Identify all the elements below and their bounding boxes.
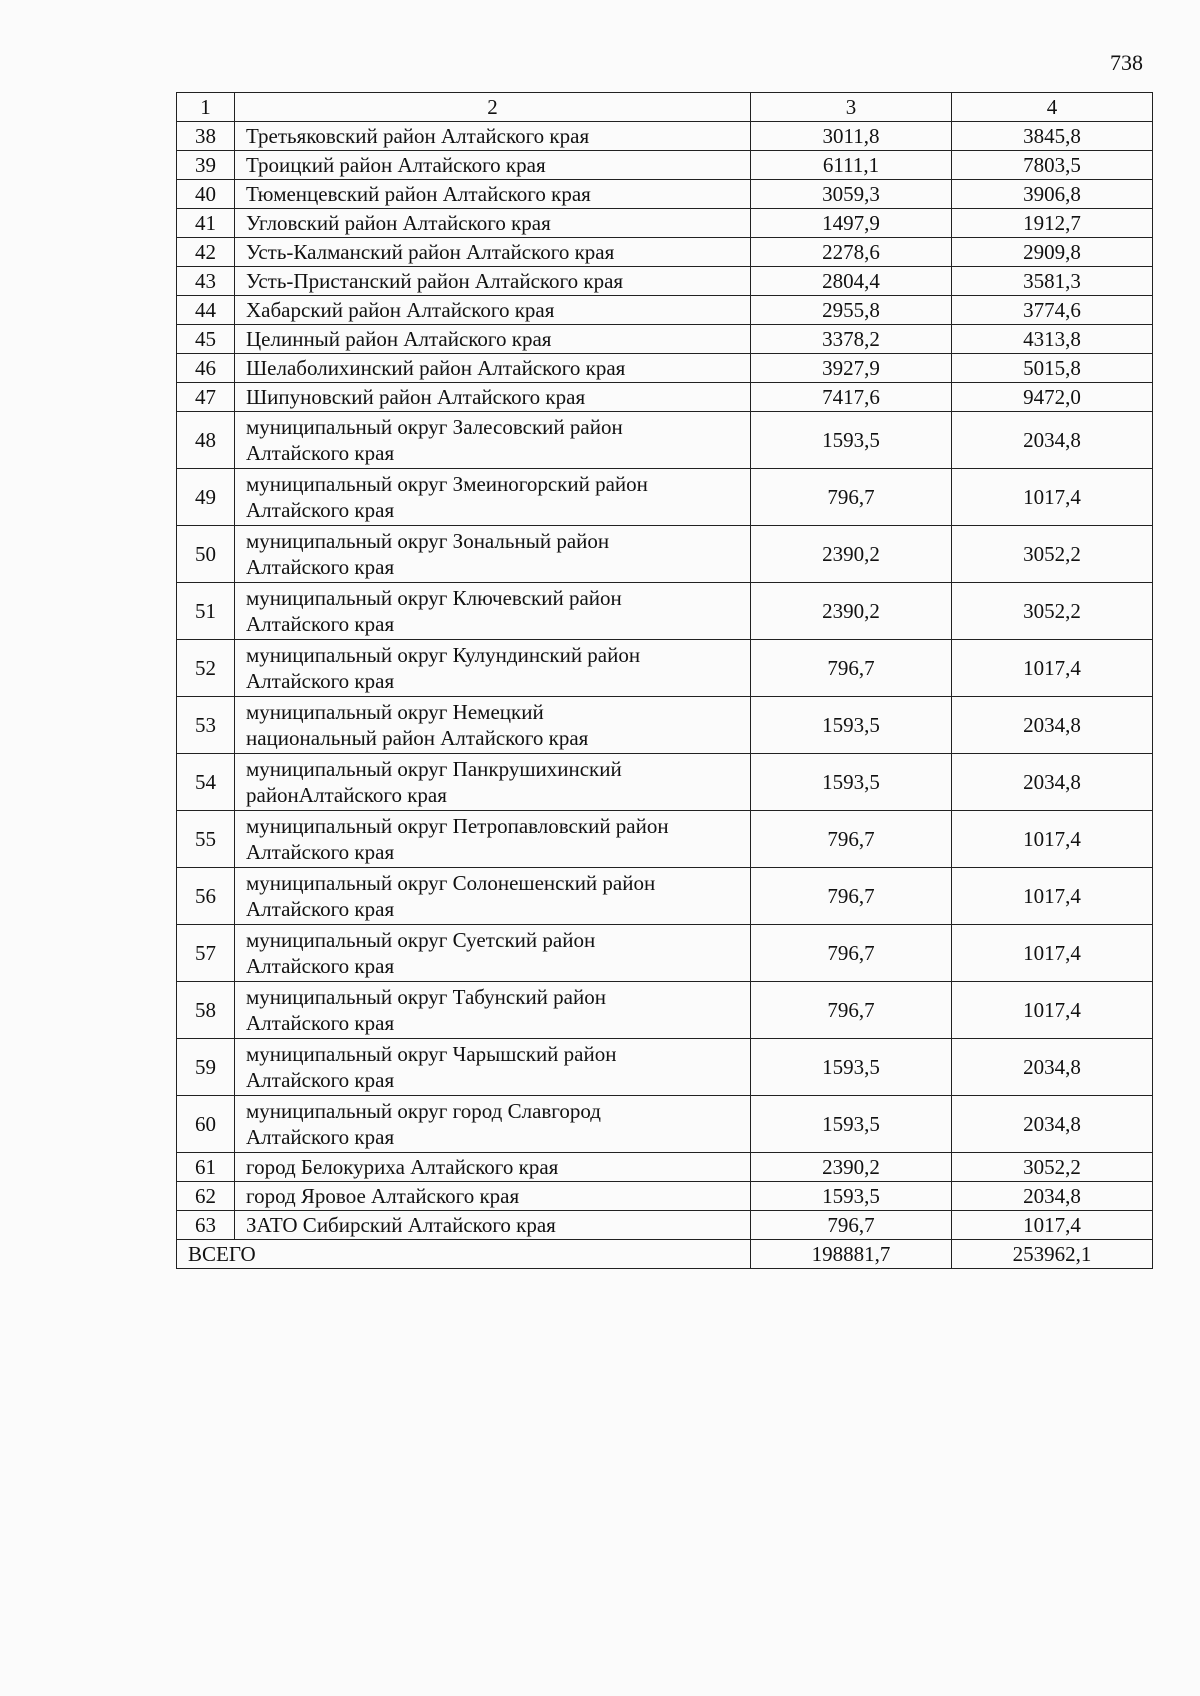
district-name: Хабарский район Алтайского края — [235, 296, 751, 325]
value-column-4: 1017,4 — [952, 925, 1153, 982]
table-header-row — [177, 93, 1153, 122]
district-name-line-2: Алтайского края — [246, 612, 395, 636]
district-name-line-2: Алтайского края — [246, 1068, 395, 1092]
district-name-line-1: муниципальный округ Ключевский район — [246, 586, 622, 610]
table-row — [177, 526, 1153, 583]
value-column-3: 7417,6 — [751, 383, 952, 412]
value-column-3: 2955,8 — [751, 296, 952, 325]
column-header-3: 3 — [751, 93, 952, 122]
district-name — [235, 754, 751, 811]
value-column-4: 1017,4 — [952, 1211, 1153, 1240]
value-column-3: 796,7 — [751, 640, 952, 697]
table-row — [177, 180, 1153, 209]
table-row — [177, 1182, 1153, 1211]
value-column-3: 2390,2 — [751, 583, 952, 640]
district-name: Троицкий район Алтайского края — [235, 151, 751, 180]
district-name-line-2: Алтайского края — [246, 897, 395, 921]
row-number: 59 — [177, 1039, 235, 1096]
row-number: 41 — [177, 209, 235, 238]
district-name-line-1: муниципальный округ Зональный район — [246, 529, 610, 553]
column-header-2: 2 — [235, 93, 751, 122]
row-number: 55 — [177, 811, 235, 868]
district-name-line-2: Алтайского края — [246, 954, 395, 978]
table-row — [177, 296, 1153, 325]
district-name — [235, 1096, 751, 1153]
value-column-3: 1593,5 — [751, 754, 952, 811]
total-label: ВСЕГО — [177, 1240, 751, 1269]
value-column-4: 2034,8 — [952, 697, 1153, 754]
value-column-4: 3774,6 — [952, 296, 1153, 325]
row-number: 54 — [177, 754, 235, 811]
district-name-line-1: муниципальный округ Залесовский район — [246, 415, 623, 439]
district-name-line-1: муниципальный округ Петропавловский район — [246, 814, 669, 838]
appropriations-table — [176, 92, 1153, 1269]
district-name-line-2: Алтайского края — [246, 1125, 395, 1149]
row-number: 50 — [177, 526, 235, 583]
value-column-3: 2278,6 — [751, 238, 952, 267]
value-column-3: 796,7 — [751, 469, 952, 526]
value-column-3: 1593,5 — [751, 1039, 952, 1096]
row-number: 38 — [177, 122, 235, 151]
value-column-3: 3011,8 — [751, 122, 952, 151]
table-row — [177, 469, 1153, 526]
district-name-line-1: муниципальный округ Суетский район — [246, 928, 596, 952]
value-column-4: 1017,4 — [952, 811, 1153, 868]
table-row — [177, 354, 1153, 383]
table-row — [177, 412, 1153, 469]
table-row — [177, 697, 1153, 754]
table-row — [177, 209, 1153, 238]
row-number: 58 — [177, 982, 235, 1039]
row-number: 44 — [177, 296, 235, 325]
table-row — [177, 267, 1153, 296]
value-column-4: 3906,8 — [952, 180, 1153, 209]
value-column-4: 2034,8 — [952, 1039, 1153, 1096]
row-number: 49 — [177, 469, 235, 526]
value-column-3: 796,7 — [751, 925, 952, 982]
table-row — [177, 1039, 1153, 1096]
value-column-4: 1017,4 — [952, 868, 1153, 925]
value-column-3: 2390,2 — [751, 526, 952, 583]
table-row — [177, 982, 1153, 1039]
value-column-3: 3927,9 — [751, 354, 952, 383]
total-value-column-3: 198881,7 — [751, 1240, 952, 1269]
district-name-line-1: муниципальный округ Панкрушихинский — [246, 757, 622, 781]
table-row — [177, 383, 1153, 412]
row-number: 51 — [177, 583, 235, 640]
value-column-4: 2034,8 — [952, 1182, 1153, 1211]
value-column-3: 796,7 — [751, 982, 952, 1039]
district-name-line-1: муниципальный округ Немецкий — [246, 700, 544, 724]
district-name-line-1: муниципальный округ город Славгород — [246, 1099, 601, 1123]
row-number: 45 — [177, 325, 235, 354]
district-name-line-2: Алтайского края — [246, 555, 395, 579]
district-name — [235, 697, 751, 754]
district-name: Шипуновский район Алтайского края — [235, 383, 751, 412]
district-name: Тюменцевский район Алтайского края — [235, 180, 751, 209]
value-column-4: 1912,7 — [952, 209, 1153, 238]
district-name-line-1: муниципальный округ Кулундинский район — [246, 643, 641, 667]
district-name-line-2: Алтайского края — [246, 1011, 395, 1035]
table-row — [177, 811, 1153, 868]
value-column-3: 3378,2 — [751, 325, 952, 354]
district-name — [235, 412, 751, 469]
value-column-3: 2390,2 — [751, 1153, 952, 1182]
table-row — [177, 640, 1153, 697]
value-column-4: 2909,8 — [952, 238, 1153, 267]
value-column-4: 3052,2 — [952, 583, 1153, 640]
table-row — [177, 238, 1153, 267]
row-number: 61 — [177, 1153, 235, 1182]
district-name — [235, 868, 751, 925]
value-column-3: 1593,5 — [751, 1096, 952, 1153]
table-row — [177, 868, 1153, 925]
value-column-3: 796,7 — [751, 811, 952, 868]
row-number: 43 — [177, 267, 235, 296]
district-name-line-2: Алтайского края — [246, 840, 395, 864]
district-name-line-1: муниципальный округ Табунский район — [246, 985, 606, 1009]
district-name-line-2: Алтайского края — [246, 669, 395, 693]
value-column-4: 2034,8 — [952, 412, 1153, 469]
value-column-4: 1017,4 — [952, 640, 1153, 697]
value-column-3: 1593,5 — [751, 412, 952, 469]
value-column-4: 9472,0 — [952, 383, 1153, 412]
value-column-4: 1017,4 — [952, 982, 1153, 1039]
value-column-4: 7803,5 — [952, 151, 1153, 180]
district-name: город Яровое Алтайского края — [235, 1182, 751, 1211]
table-row — [177, 151, 1153, 180]
district-name — [235, 1039, 751, 1096]
district-name — [235, 811, 751, 868]
total-row — [177, 1240, 1153, 1269]
district-name — [235, 925, 751, 982]
row-number: 47 — [177, 383, 235, 412]
column-header-1: 1 — [177, 93, 235, 122]
row-number: 53 — [177, 697, 235, 754]
table-row — [177, 1211, 1153, 1240]
value-column-3: 1593,5 — [751, 1182, 952, 1211]
district-name — [235, 583, 751, 640]
value-column-4: 1017,4 — [952, 469, 1153, 526]
total-value-column-4: 253962,1 — [952, 1240, 1153, 1269]
value-column-3: 3059,3 — [751, 180, 952, 209]
district-name: Усть-Пристанский район Алтайского края — [235, 267, 751, 296]
district-name-line-1: муниципальный округ Чарышский район — [246, 1042, 617, 1066]
row-number: 56 — [177, 868, 235, 925]
value-column-3: 796,7 — [751, 868, 952, 925]
value-column-4: 3052,2 — [952, 1153, 1153, 1182]
value-column-3: 1593,5 — [751, 697, 952, 754]
row-number: 60 — [177, 1096, 235, 1153]
district-name: Третьяковский район Алтайского края — [235, 122, 751, 151]
district-name: ЗАТО Сибирский Алтайского края — [235, 1211, 751, 1240]
value-column-4: 3581,3 — [952, 267, 1153, 296]
district-name — [235, 526, 751, 583]
district-name — [235, 469, 751, 526]
district-name: Усть-Калманский район Алтайского края — [235, 238, 751, 267]
table-row — [177, 925, 1153, 982]
row-number: 57 — [177, 925, 235, 982]
district-name: Целинный район Алтайского края — [235, 325, 751, 354]
district-name-line-2: национальный район Алтайского края — [246, 726, 589, 750]
column-header-4: 4 — [952, 93, 1153, 122]
table-row — [177, 325, 1153, 354]
district-name: Шелаболихинский район Алтайского края — [235, 354, 751, 383]
table-row — [177, 754, 1153, 811]
district-name — [235, 982, 751, 1039]
row-number: 42 — [177, 238, 235, 267]
row-number: 63 — [177, 1211, 235, 1240]
row-number: 40 — [177, 180, 235, 209]
row-number: 48 — [177, 412, 235, 469]
district-name: Угловский район Алтайского края — [235, 209, 751, 238]
district-name-line-1: муниципальный округ Змеиногорский район — [246, 472, 648, 496]
value-column-4: 2034,8 — [952, 754, 1153, 811]
value-column-4: 3845,8 — [952, 122, 1153, 151]
value-column-4: 5015,8 — [952, 354, 1153, 383]
value-column-4: 3052,2 — [952, 526, 1153, 583]
table-row — [177, 583, 1153, 640]
district-name-line-1: муниципальный округ Солонешенский район — [246, 871, 656, 895]
value-column-3: 6111,1 — [751, 151, 952, 180]
table-row — [177, 1096, 1153, 1153]
value-column-3: 796,7 — [751, 1211, 952, 1240]
page-number: 738 — [1110, 50, 1143, 75]
value-column-4: 4313,8 — [952, 325, 1153, 354]
row-number: 52 — [177, 640, 235, 697]
district-name-line-2: Алтайского края — [246, 441, 395, 465]
district-name-line-2: районАлтайского края — [246, 783, 447, 807]
district-name-line-2: Алтайского края — [246, 498, 395, 522]
value-column-4: 2034,8 — [952, 1096, 1153, 1153]
table-row — [177, 122, 1153, 151]
value-column-3: 2804,4 — [751, 267, 952, 296]
value-column-3: 1497,9 — [751, 209, 952, 238]
district-name — [235, 640, 751, 697]
table-row — [177, 1153, 1153, 1182]
row-number: 39 — [177, 151, 235, 180]
row-number: 46 — [177, 354, 235, 383]
row-number: 62 — [177, 1182, 235, 1211]
district-name: город Белокуриха Алтайского края — [235, 1153, 751, 1182]
